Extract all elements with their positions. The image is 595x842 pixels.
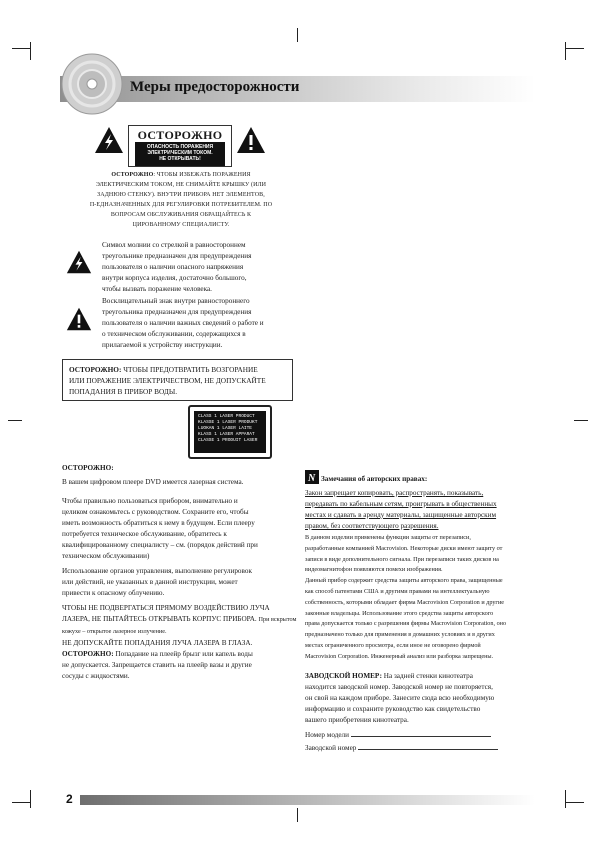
svg-text:N: N: [308, 473, 316, 484]
page-title: Меры предосторожности: [130, 79, 300, 95]
model-number-field[interactable]: [305, 730, 543, 741]
page-number: 2: [66, 792, 73, 806]
crop-mark: [565, 790, 566, 808]
text-line: ЛАЗЕРА, НЕ ПЫТАЙТЕСЬ ОТКРЫВАТЬ КОРПУС ПРИБОРА.: [62, 615, 257, 623]
text-line: местах и сдавать в аренду материалы, защищенные авторским: [305, 511, 497, 519]
caution-label-box: [128, 125, 232, 167]
controls-warning-paragraph: [62, 566, 298, 599]
text-line: Закон запрещает копировать, распространять, показывать,: [305, 489, 484, 497]
caution-band-line: ЭЛЕКТРИЧЕСКИМ ТОКОМ.: [147, 150, 213, 156]
text-line: разработанные компанией Macrovision. Некоторые диски имеют защиту от: [305, 544, 503, 552]
laser-intro-text: В вашем цифровом плеере DVD имеется лазерная система.: [62, 478, 244, 486]
manual-advice-paragraph: [62, 496, 298, 562]
text-line: права допускается только с разрешения фирмы Macrovision Corporation, оно: [305, 620, 507, 628]
text-line: Данный прибор содержит средства защиты авторского права, защищенные: [305, 577, 503, 585]
caution-note: [86, 170, 276, 230]
text-line: Macrovision Corporation. Инженерный анализ или разборка запрещены.: [305, 652, 494, 660]
text-line: ИЛИ ПОРАЖЕНИЕ ЭЛЕКТРИЧЕСТВОМ, НЕ ДОПУСКАЙТЕ: [69, 376, 266, 385]
fire-warning-label: ОСТОРОЖНО:: [69, 365, 122, 374]
laser-label-line: KLASS 1 LASER APPARAT: [198, 432, 255, 437]
lightning-symbol-icon: [66, 249, 92, 275]
caution-note-line: П-ЕДНАЗНАЧЕННЫХ ДЛЯ РЕГУЛИРОВКИ ПОТРЕБИТЕЛЕМ. ПО: [89, 202, 273, 208]
copyright-law-text: [305, 488, 543, 532]
text-line: правом, без соответствующего разрешения.: [305, 522, 439, 530]
model-number-line[interactable]: [351, 736, 491, 737]
crop-mark: [12, 802, 30, 803]
text-line: треугольника предназначен для предупреждения: [102, 308, 252, 316]
serial-number-label: ЗАВОДСКОЙ НОМЕР:: [305, 672, 382, 680]
crop-mark: [12, 48, 30, 49]
crop-mark: [297, 808, 298, 822]
caution-heading: ОСТОРОЖНО: [137, 128, 223, 142]
text-line: он свой на каждом приборе. Занесите сюда всю необходимую: [305, 694, 495, 702]
macrovision-text: [305, 533, 543, 663]
text-line: иметь возможность обратиться к нему в будущем. Если плееру: [62, 519, 255, 527]
text-line: собственность, которыми обладает фирма Macrovision Corporation и другие: [305, 598, 505, 606]
text-line: пользователя о наличии опасного напряжения: [102, 263, 244, 271]
text-line: Чтобы правильно пользоваться прибором, внимательно и: [62, 497, 238, 505]
model-number-label: Номер модели: [305, 731, 349, 739]
water-warning-label: ОСТОРОЖНО:: [62, 650, 114, 658]
text-line: Использование органов управления, выполнение регулировок: [62, 567, 252, 575]
text-line: предназначено только для применения в домашних условиях и в других: [305, 631, 495, 639]
text-line: как способ патентами США и другими правами на интеллектуальную: [305, 587, 490, 595]
exclamation-symbol-icon: [66, 306, 92, 332]
text-line: квалифицированному специалисту – см. (порядок действий при: [62, 541, 258, 549]
text-line: прилагаемой к устройству инструкции.: [102, 341, 223, 349]
text-line: сосуды с жидкостями.: [62, 672, 130, 680]
text-line: передавать по кабельным сетям, проигрывать в общественных: [305, 500, 497, 508]
caution-note-line: : ЧТОБЫ ИЗБЕЖАТЬ ПОРАЖЕНИЯ: [153, 172, 251, 178]
copyright-heading: Замечания об авторских правах:: [321, 475, 428, 483]
text-line: На задней стенки кинотеатра: [381, 672, 473, 680]
crop-mark: [566, 48, 584, 49]
text-line: целиком ознакомьтесь с руководством. Сохраните его, чтобы: [62, 508, 249, 516]
crop-mark: [574, 420, 588, 421]
text-line: записи в виде дополнительного сигнала. При перезаписи таких дисков на: [305, 555, 499, 563]
caution-band-line: ОПАСНОСТЬ ПОРАЖЕНИЯ: [146, 144, 214, 150]
text-line: местах ограниченного просмотра, если иное не оговорено фирмой: [305, 641, 481, 649]
serial-number-paragraph: [305, 671, 543, 726]
text-line: привести к опасному облучению.: [62, 589, 165, 597]
water-warning-paragraph: [62, 649, 298, 682]
laser-label-line: CLASS 1 LASER PRODUCT: [198, 414, 255, 419]
fire-warning-box: [62, 359, 293, 401]
serial-number-field-label: Заводской номер: [305, 744, 357, 752]
laser-product-label: [188, 405, 272, 459]
exclamation-symbol-text: [102, 296, 302, 351]
text-line: или действий, не указанных в данной инструкции, может: [62, 578, 238, 586]
note-icon: [305, 470, 319, 484]
laser-label-line: LUOKAN 1 LASER LAITE: [198, 426, 253, 431]
text-line: ЧТОБЫ ПРЕДОТВРАТИТЬ ВОЗГОРАНИЕ: [121, 365, 258, 374]
text-line: ЧТОБЫ НЕ ПОДВЕРГАТЬСЯ ПРЯМОМУ ВОЗДЕЙСТВИЮ ЛУЧА: [62, 604, 270, 612]
footer-bar: [80, 795, 535, 805]
text-line: не допускается. Запрещается ставить на плеейр вазы и другие: [62, 661, 252, 669]
text-line: информацию и сохраните руководство как свидетельство: [305, 705, 481, 713]
crop-mark: [30, 42, 31, 60]
lightning-symbol-text: [102, 240, 302, 295]
caution-note-label: ОСТОРОЖНО: [111, 172, 154, 178]
caution-note-line: ВОПРОСАМ ОБСЛУЖИВАНИЯ ОБРАЩАЙТЕСЬ К: [110, 212, 252, 218]
crop-mark: [566, 802, 584, 803]
disc-icon: [60, 52, 124, 116]
laser-caution-heading: ОСТОРОЖНО:: [62, 464, 114, 472]
caution-band: [135, 142, 225, 166]
laser-label-line: CLASSE 1 PRODUIT LASER: [198, 438, 258, 443]
text-line: Символ молнии со стрелкой в равностороннем: [102, 241, 246, 249]
text-line: В данном изделии применены функции защиты от перезаписи,: [305, 534, 471, 541]
crop-mark: [297, 28, 298, 42]
text-line: треугольнике предназначен для предупреждения: [102, 252, 252, 260]
text-line: законные владельцы. Использование этого средства защиты авторского: [305, 609, 494, 617]
crop-mark: [565, 42, 566, 60]
text-line: техническом обслуживании): [62, 552, 150, 560]
exclamation-warning-icon: [236, 126, 266, 154]
crop-mark: [30, 790, 31, 808]
caution-note-line: ЭЛЕКТРИЧЕСКИМ ТОКОМ, НЕ СНИМАЙТЕ КРЫШКУ (ИЛИ: [95, 182, 267, 188]
crop-mark: [8, 420, 22, 421]
text-line: ПОПАДАНИЯ В ПРИБОР ВОДЫ.: [69, 387, 178, 396]
text-line: Попадание на плеейр брызг или капель воды: [113, 650, 253, 658]
serial-number-field[interactable]: [305, 743, 543, 754]
laser-beam-warning-paragraph: [62, 603, 300, 649]
text-line: пользователя о наличии важных сведений о работе и: [102, 319, 264, 327]
text-line: вашего приобретения кинотеатра.: [305, 716, 409, 724]
text-line: Восклицательный знак внутри равностороннего: [102, 297, 250, 305]
caution-note-line: ЦИРОВАННОМУ СПЕЦИАЛИСТУ.: [132, 222, 230, 228]
serial-number-line[interactable]: [358, 749, 498, 750]
text-line: потребуется техническое обслуживание, обратитесь к: [62, 530, 227, 538]
lightning-warning-icon: [94, 126, 124, 154]
caution-note-line: ЗАДНЮЮ СТЕНКУ). ВНУТРИ ПРИБОРА НЕТ ЭЛЕМЕНТОВ,: [97, 192, 265, 198]
text-line: НЕ ДОПУСКАЙТЕ ПОПАДАНИЯ ЛУЧА ЛАЗЕРА В ГЛАЗА.: [62, 638, 253, 647]
text-line: находится заводской номер. Заводской номер не повторяется,: [305, 683, 493, 691]
text-line: видеомагнитофон появляются помехи изображения.: [305, 566, 443, 574]
text-line: При вскрытом кожухе – открытое лазерное излучение.: [62, 616, 297, 635]
caution-band-line: НЕ ОТКРЫВАТЬ!: [159, 156, 201, 162]
text-line: о техническом обслуживании, содержащихся в: [102, 330, 246, 338]
text-line: чтобы вызвать поражение человека.: [102, 285, 212, 293]
text-line: внутри корпуса изделия, достаточно большого,: [102, 274, 247, 282]
laser-label-line: KLASSE 1 LASER PRODUKT: [198, 420, 258, 425]
